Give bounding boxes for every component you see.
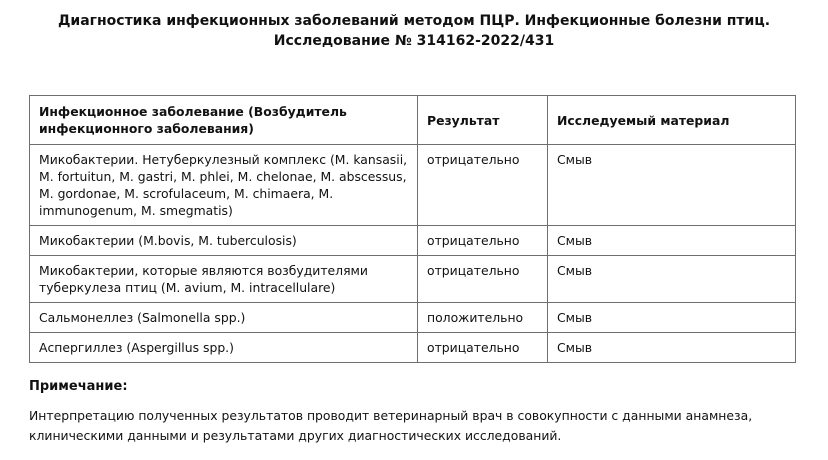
page-title-line-1: Диагностика инфекционных заболеваний методом ПЦР. Инфекционные болезни птиц. <box>57 13 771 29</box>
column-header-disease: Инфекционное заболевание (Возбудитель инфекционного заболевания) <box>30 96 418 145</box>
page-title-line-2: Исследование № 314162-2022/431 <box>273 33 555 49</box>
column-header-result: Результат <box>418 96 548 145</box>
table-row <box>30 333 796 363</box>
note-text: Интерпретацию полученных результатов проводит ветеринарный врач в совокупности с данными анамнеза, клиническими данными и результатами других диагностических исследований. <box>29 408 753 443</box>
results-table <box>29 95 796 363</box>
result-cell: отрицательно <box>418 333 548 363</box>
table-row <box>30 256 796 303</box>
table-row <box>30 226 796 256</box>
result-cell: отрицательно <box>418 145 548 226</box>
disease-cell: Микобактерии (M.bovis, M. tuberculosis) <box>30 226 418 256</box>
material-cell: Смыв <box>548 145 796 226</box>
disease-cell: Сальмонеллез (Salmonella spp.) <box>30 303 418 333</box>
table-row <box>30 145 796 226</box>
material-cell: Смыв <box>548 333 796 363</box>
disease-cell: Аспергиллез (Aspergillus spp.) <box>30 333 418 363</box>
result-cell: отрицательно <box>418 256 548 303</box>
material-cell: Смыв <box>548 303 796 333</box>
disease-cell: Микобактерии. Нетуберкулезный комплекс (M. kansasii, M. fortuitun, M. gastri, M. phlei, M. chelonae, M. abscessus, M. gordonae, M. scrofulaceum, M. chimaera, M. immunogenum, M. smegmatis) <box>30 145 418 226</box>
material-cell: Смыв <box>548 256 796 303</box>
result-cell: отрицательно <box>418 226 548 256</box>
table-header-row <box>30 96 796 145</box>
column-header-material: Исследуемый материал <box>548 96 796 145</box>
page-title <box>0 11 828 51</box>
disease-cell: Микобактерии, которые являются возбудителями туберкулеза птиц (M. avium, M. intracellulare) <box>30 256 418 303</box>
result-cell: положительно <box>418 303 548 333</box>
note-title: Примечание: <box>29 379 128 394</box>
table-row <box>30 303 796 333</box>
material-cell: Смыв <box>548 226 796 256</box>
